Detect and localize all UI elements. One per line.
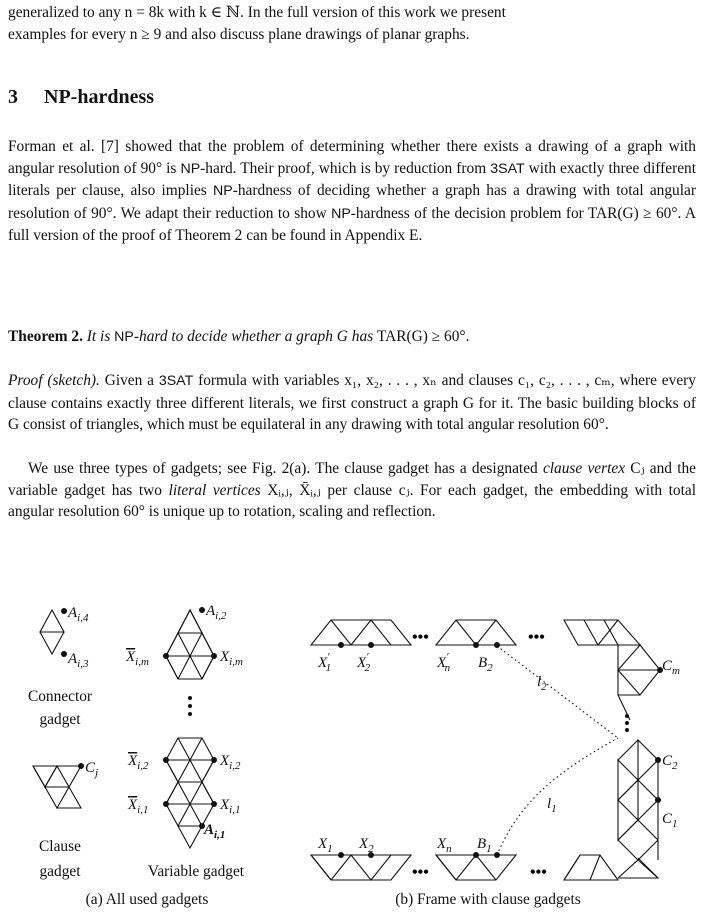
- connector-gadget-diagram: [40, 610, 64, 654]
- label-xn-prime: X′ n: [437, 651, 451, 674]
- label-x1: $X_1$: [318, 836, 333, 855]
- clause-caption-2: gadget: [39, 863, 81, 880]
- label-c-m: $C_m$: [662, 658, 680, 677]
- label-x-i1: $X_{i,1}$: [220, 797, 241, 816]
- label-xbar-im: $X_{i,m}$: [126, 649, 149, 668]
- label-c2: $C_2$: [662, 753, 678, 772]
- ellipsis-top-2: •••: [528, 629, 545, 646]
- intro-line-1: generalized to any n = 8k with k ∈ ℕ. In the full version of this work we present: [8, 4, 506, 21]
- line-l2: [497, 646, 618, 738]
- figure-2: [0, 585, 704, 917]
- ellipsis-bottom-1: •••: [412, 864, 429, 881]
- label-a-i1: $A_{i,1}$: [204, 822, 226, 841]
- label-x-im: $X_{i,m}$: [220, 649, 243, 668]
- label-a-i2: $A_{i,2}$: [206, 603, 227, 622]
- np-term: NP: [331, 205, 351, 222]
- line-l1: [497, 738, 618, 855]
- label-l1: $l_1$: [547, 796, 557, 815]
- label-c-j: $C_j$: [85, 760, 99, 779]
- proof-paragraph: Proof (sketch). Given a 3SAT formula with variables x₁, x₂, . . . , xₙ and clauses c₁, c₂, . . . , cₘ, where every clause contains exactly three different literals, we first construct a graph G for it. The basic building blocks of G consist of triangles, which must be equilateral in any drawing with total angular resolution 60°.: [8, 372, 696, 434]
- theorem-label: Theorem 2.: [8, 328, 83, 345]
- section-number: 3: [8, 86, 18, 108]
- np-term: NP: [180, 160, 201, 177]
- caption-a: (a) All used gadgets: [85, 891, 209, 908]
- proof-label: Proof (sketch).: [8, 372, 100, 389]
- label-x1-prime: X′ 1: [318, 651, 332, 674]
- ellipsis-top-1: •••: [412, 629, 429, 646]
- label-xbar-i2: $X_{i,2}$: [128, 753, 149, 772]
- label-x2-prime: X′ 2: [357, 651, 371, 674]
- 3sat-term: 3SAT: [490, 160, 525, 177]
- connector-caption-1: Connector: [27, 688, 93, 705]
- section-title: NP-hardness: [44, 86, 155, 108]
- ellipsis-bottom-2: •••: [530, 864, 547, 881]
- clause-gadget-diagram: [33, 766, 81, 808]
- variable-caption: Variable gadget: [147, 863, 245, 880]
- intro-line-2: examples for every n ≥ 9 and also discuss plane drawings of planar graphs.: [8, 26, 470, 43]
- connector-caption-2: gadget: [39, 711, 81, 728]
- label-c1: $C_1$: [662, 811, 678, 830]
- section-heading: [8, 86, 154, 109]
- label-b2: $B_2$: [478, 655, 493, 674]
- label-l2: $l_2$: [537, 674, 547, 693]
- label-xn: $X_n$: [437, 836, 452, 855]
- label-a-i3: $A_{i,3}$: [68, 651, 89, 670]
- paragraph-1: Forman et al. [7] showed that the problem of determining whether there exists a drawing of a graph with angular resolution of 90° is NP-hard. Their proof, which is by reduction from 3SAT with exactly three different literals per clause, also implies NP-hardness of deciding whether a graph has a drawing with total angular resolution of 90°. We adapt their reduction to show NP-hardness of the decision problem for TAR(G) ≥ 60°. A full version of the proof of Theorem 2 can be found in Appendix E.: [8, 138, 697, 245]
- frame-bottom-row: [311, 855, 658, 880]
- label-b1: $B_1$: [477, 836, 492, 855]
- paragraph-2: We use three types of gadgets; see Fig. 2(a). The clause gadget has a designated clause vertex Cⱼ and the variable gadget has two literal vertices Xᵢ,ⱼ, X̄ᵢ,ⱼ per clause cⱼ. For each gadget, the embedding with total angular resolution 60° is unique up to rotation, scaling and reflection.: [8, 460, 696, 521]
- frame-right-column: [618, 740, 658, 880]
- label-x2: $X_2$: [359, 836, 374, 855]
- np-term: NP: [213, 183, 233, 200]
- theorem-2: Theorem 2. It is NP-hard to decide whether a graph G has TAR(G) ≥ 60°.: [8, 328, 470, 345]
- label-a-i4: $A_{i,4}$: [68, 605, 89, 624]
- clause-caption-1: Clause: [39, 838, 81, 855]
- label-xbar-i1: $X_{i,1}$: [128, 797, 149, 816]
- caption-b: (b) Frame with clause gadgets: [395, 891, 581, 908]
- variable-gadget-top: [166, 610, 214, 679]
- label-x-i2: $X_{i,2}$: [220, 753, 241, 772]
